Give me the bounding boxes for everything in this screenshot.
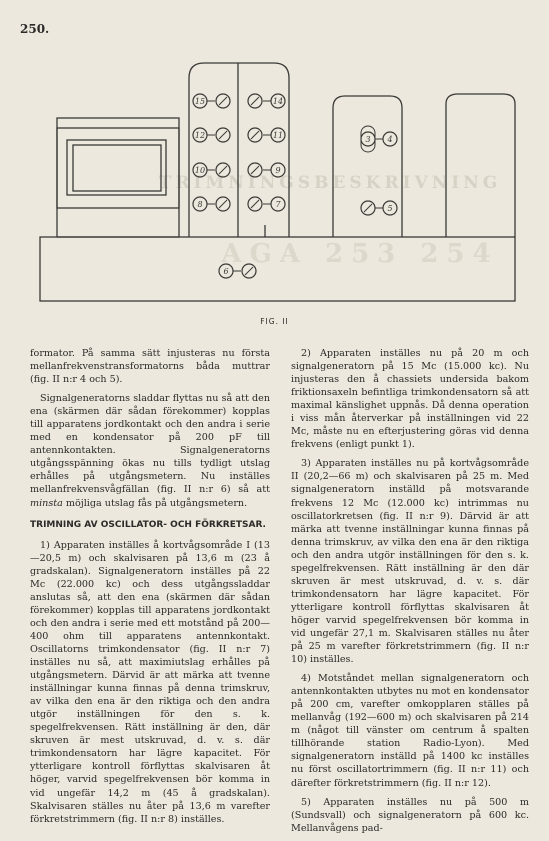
trimmer-3: 3 [365,135,371,144]
trimmer-9: 9 [275,166,281,175]
paragraph: 3) Apparaten inställes nu på kortvågsområde II (20,2—66 m) och skalvisaren på 25 m. Med signalgeneratorn inställd på motsvarande frekvens 12 Mc (12.000 kc) intrimmas nu oscillatorkretsen (fig. II n:r 9). Därvid är att märka att tvenne inställningar kunna finnas på denna trimskruv, av vilka den ena är den riktiga och den andra utgör inställningen för den s. k. spegelfrekvensen. Rätt inställning är den där skruven är mest utskruvad, d. v. s. där trimkondensatorn har lägre kapacitet. För ytterligare kontroll förflyttas skalvisaren åt höger varvid spegelfrekvensen bör komma in vid ungefär 27,1 m. Skalvisaren ställes nu åter på 25 m varefter förkretstrimmern (fig. II n:r 10) inställes. [291,458,529,666]
trimmer-12: 12 [194,131,206,140]
trimmer-4: 4 [387,135,393,144]
watermark-line-1: TRIMNINGSBESKRIVNING [158,173,502,193]
paragraph: formator. På samma sätt injusteras nu första mellanfrekvenstransformatorns båda muttrar (fig. II n:r 4 och 5). [30,348,270,386]
emphasis: minsta [30,497,63,509]
watermark-line-2: AGA 253 254 [221,239,499,269]
paragraph: 1) Apparaten inställes å kortvågsområde I (13—20,5 m) och skalvisaren på 13,6 m (23 å gradskalan). Signalgeneratorn inställes på 22 Mc (22.000 kc) och dess utgångssladdar anslutas så, att den ena (skärmen där sådan förekommer) kopplas till apparatens jordkontakt och den andra i serie med ett motstånd på 200—400 ohm till apparatens antennkontakt. Oscillatorns trimkondensator (fig. II n:r 7) inställes nu så, att maximiutslag erhålles på utgångsmetern. Därvid är att märka att tvenne inställningar kunna finnas på denna trimskruv, av vilka den ena är den riktiga och den andra utgör inställningen för den s. k. spegelfrekvensen. Rätt inställning är den, där skruven är mest utskruvad, d. v. s. där trimkondensatorn har lägre kapacitet. För ytterligare kontroll förflyttas skalvisaren åt höger, varvid spegelfrekvensen bör komma in vid ungefär 14,2 m (45 å gradskalan). Skalvisaren ställes nu åter på 13,6 m varefter förkretstrimmern (fig. II n:r 8) inställes. [30,539,270,825]
paragraph: 5) Apparaten inställes nu på 500 m (Sundsvall) och signalgeneratorn på 600 kc. Mellanvågens pad- [291,796,529,834]
trimmer-7: 7 [275,200,281,209]
right-column [291,347,529,841]
figure-chassis-diagram [0,0,549,320]
trimmer-5: 5 [387,204,393,213]
page-number: 250. [20,22,50,36]
section-heading: TRIMNING AV OSCILLATOR- OCH FÖRKRETSAR. [30,519,266,530]
trimmer-6: 6 [223,267,229,276]
trimmer-14: 14 [272,97,284,106]
trimmer-15: 15 [194,97,206,106]
paragraph: 2) Apparaten inställes nu på 20 m och signalgeneratorn på 15 Mc (15.000 kc). Nu injusteras den å chassiets undersida bakom friktionsaxeln befintliga trimkondensatorn så att maximal känslighet uppnås. Då denna operation i viss mån återverkar på inställningen vid 22 Mc, måste nu en efterjustering göras vid denna frekvens (enligt punkt 1). [291,348,529,451]
text-run: Signalgeneratorns sladdar flyttas nu så att den ena (skärmen där sådan förekommer) kopplas till apparatens jordkontakt och den andra i serie med en kondensator på 200 pF till antennkontakten. Signalgeneratorns utgångsspänning ökas nu tills tydligt utslag erhålles på utgångsmetern. Nu inställes mellanfrekvensvågfällan (fig. II n:r 6) så att [30,393,270,496]
trimmer-8: 8 [197,200,203,209]
chassis-drawing [0,0,549,320]
trimmer-10: 10 [194,166,206,175]
paragraph: 4) Motståndet mellan signalgeneratorn och antennkontakten utbytes nu mot en kondensator på 200 cm, varefter omkopplaren ställes på mellanvåg (192—600 m) och skalvisaren på 214 m (något till vänster om centrum å spalten tillhörande station Radio-Lyon). Med signalgeneratorn inställd på 1400 kc inställes nu först oscillatortrimmern (fig. II n:r 11) och därefter förkretstrimmern (fig. II n:r 12). [291,673,529,789]
left-column [30,347,270,832]
trimmer-11: 11 [272,131,284,140]
text-run: möjliga utslag fås på utgångsmetern. [62,497,248,509]
paragraph [30,392,270,509]
figure-caption: FIG. II [260,317,289,326]
